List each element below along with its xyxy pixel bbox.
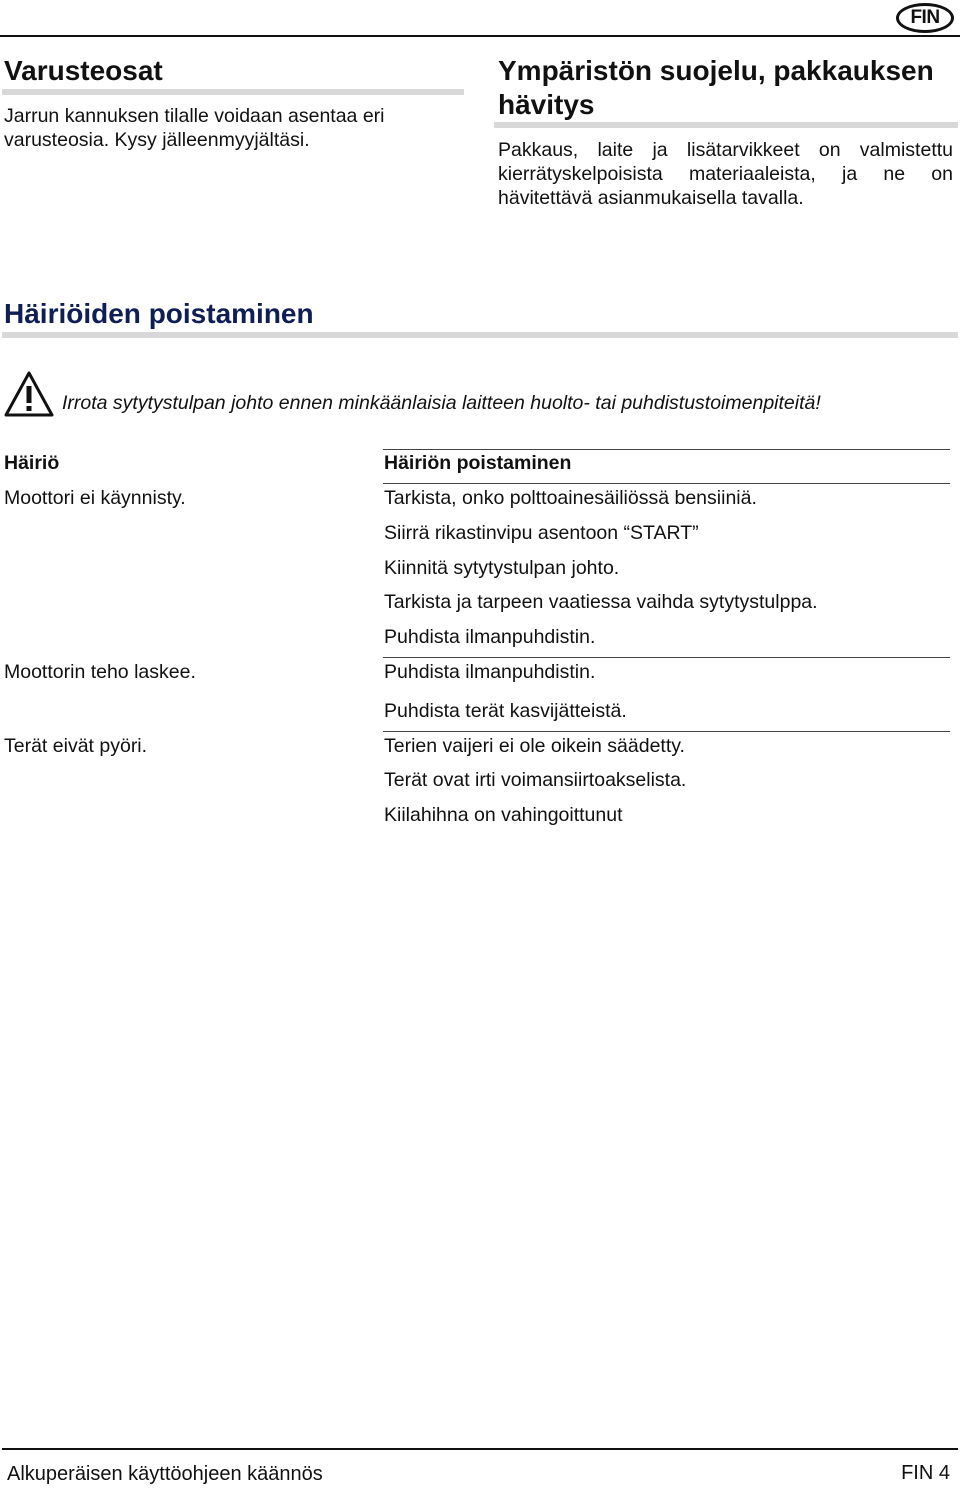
environment-heading-bar [494, 122, 958, 128]
group-rule [383, 731, 950, 732]
environment-heading-line-2: hävitys [498, 89, 595, 120]
table-top-rule [383, 449, 950, 450]
accessories-line-2: varusteosia. Kysy jälleenmyyjältäsi. [4, 129, 310, 151]
remedy-cell: Kiilahihna on vahingoittunut [384, 804, 623, 826]
environment-line-2: kierrätyskelpoisista materiaaleista, ja ne on [498, 163, 953, 185]
warning-triangle-icon [4, 370, 54, 418]
table-header-remedy: Häiriön poistaminen [384, 452, 572, 474]
accessories-heading: Varusteosat [4, 55, 163, 86]
environment-line-3: hävitettävä asianmukaisella tavalla. [498, 187, 804, 209]
fault-cell: Terät eivät pyöri. [4, 735, 148, 757]
troubleshooting-heading: Häiriöiden poistaminen [4, 298, 314, 329]
top-rule [0, 35, 960, 37]
remedy-cell: Puhdista ilmanpuhdistin. [384, 661, 596, 683]
remedy-cell: Tarkista ja tarpeen vaatiessa vaihda sytytystulppa. [384, 591, 818, 613]
environment-heading-line-1: Ympäristön suojelu, pakkauksen [498, 55, 934, 86]
footer-rule [2, 1448, 958, 1450]
remedy-cell: Siirrä rikastinvipu asentoon “START” [384, 522, 699, 544]
remedy-cell: Kiinnitä sytytystulpan johto. [384, 557, 620, 579]
fault-cell: Moottorin teho laskee. [4, 661, 196, 683]
remedy-cell: Tarkista, onko polttoainesäiliössä bensiiniä. [384, 487, 757, 509]
environment-line-1: Pakkaus, laite ja lisätarvikkeet on valmistettu [498, 139, 953, 161]
group-rule [383, 657, 950, 658]
table-header-rule [383, 483, 950, 484]
fault-cell: Moottori ei käynnisty. [4, 487, 186, 509]
table-header-fault: Häiriö [4, 452, 60, 474]
language-badge: FIN [896, 3, 954, 33]
warning-text: Irrota sytytystulpan johto ennen minkäänlaisia laitteen huolto- tai puhdistustoimenpiteitä! [62, 392, 821, 414]
accessories-line-1: Jarrun kannuksen tilalle voidaan asentaa eri [4, 105, 385, 127]
remedy-cell: Terät ovat irti voimansiirtoakselista. [384, 769, 687, 791]
troubleshooting-heading-bar [2, 332, 958, 338]
remedy-cell: Puhdista terät kasvijätteistä. [384, 700, 627, 722]
page-number: FIN 4 [901, 1462, 950, 1484]
footer-left-text: Alkuperäisen käyttöohjeen käännös [7, 1463, 323, 1485]
accessories-heading-bar [2, 89, 464, 95]
remedy-cell: Terien vaijeri ei ole oikein säädetty. [384, 735, 685, 757]
remedy-cell: Puhdista ilmanpuhdistin. [384, 626, 596, 648]
